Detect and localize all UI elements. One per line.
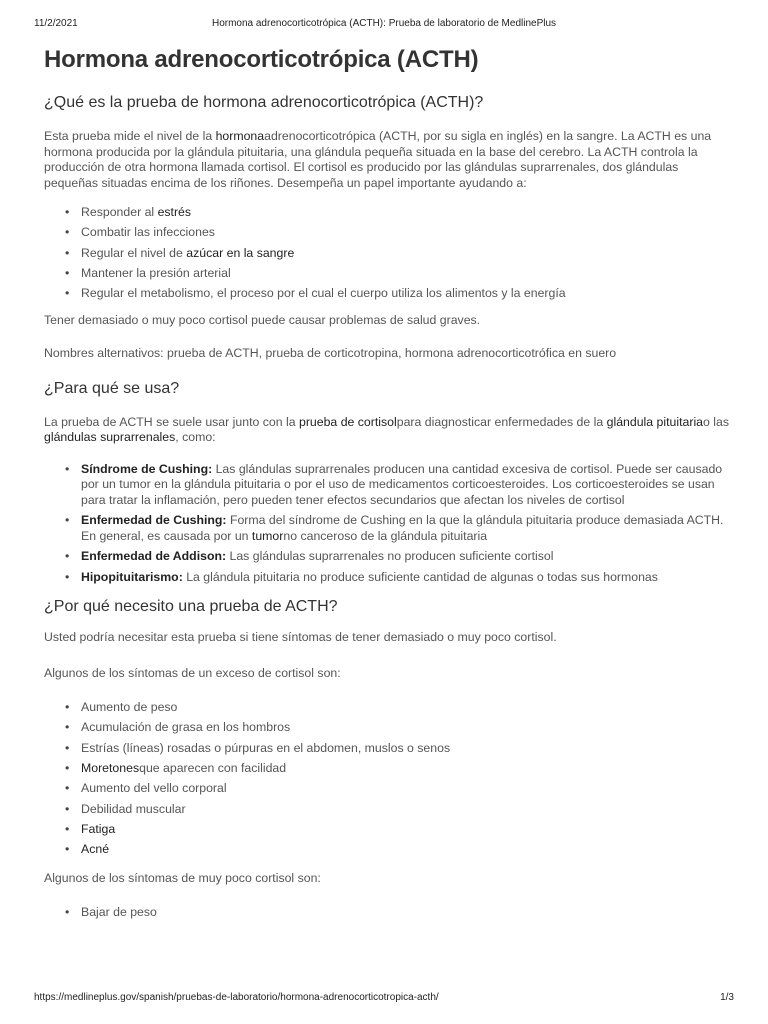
- low-symptoms-intro: Algunos de los síntomas de muy poco cortisol son:: [44, 870, 321, 885]
- list-item: • Estrías (líneas) rosadas o púrpuras en el abdomen, muslos o senos: [81, 741, 734, 757]
- print-date: 11/2/2021: [34, 18, 78, 29]
- list-item: • Bajar de peso: [81, 905, 734, 921]
- why-paragraph: Usted podría necesitar esta prueba si tiene síntomas de tener demasiado o muy poco cortisol.: [44, 630, 557, 645]
- list-item: • Síndrome de Cushing: Las glándulas suprarrenales producen una cantidad excesiva de cortisol. Puede ser causado por un tumor en la glándula pituitaria o por el uso de medicamentos corticoesteroides. Los corticoesteroides se usan para tratar la inflamación, pero pueden tener efectos secundarios que afectan los niveles de cortisol: [81, 462, 734, 509]
- link-moretones[interactable]: Moretones: [81, 761, 140, 776]
- link-azucar-en-la-sangre[interactable]: azúcar en la sangre: [186, 245, 295, 260]
- cortisol-note: Tener demasiado o muy poco cortisol puede causar problemas de salud graves.: [44, 312, 481, 327]
- intro-paragraph: Esta prueba mide el nivel de la hormonaadrenocorticotrópica (ACTH, por su sigla en inglés) en la sangre. La ACTH es una hormona producida por la glándula pituitaria, una glándula pequeña situada en la base del cerebro. La ACTH controla la producción de otra hormona llamada cortisol. El cortisol es producido por las glándulas suprarrenales, dos glándulas pequeñas situadas encima de los riñones. Desempeña un papel importante ayudando a:: [44, 129, 712, 190]
- section-heading-para-que: ¿Para qué se usa?: [44, 379, 180, 397]
- print-url: https://medlineplus.gov/spanish/pruebas-de-laboratorio/hormona-adrenocorticotropica-acth/: [34, 992, 439, 1003]
- list-item: [81, 842, 734, 858]
- list-item: • Moretonesque aparecen con facilidad: [81, 761, 734, 777]
- list-item: • Mantener la presión arterial: [81, 266, 734, 282]
- list-item: • Responder al estrés: [81, 205, 734, 221]
- uses-paragraph: La prueba de ACTH se suele usar junto con la prueba de cortisolpara diagnosticar enfermedades de la glándula pituitariao las glándulas suprarrenales, como:: [44, 414, 730, 445]
- page-title: Hormona adrenocorticotrópica (ACTH): [44, 46, 479, 73]
- article: [44, 40, 734, 921]
- cortisol-functions-list: [44, 205, 734, 302]
- list-item: • Aumento del vello corporal: [81, 781, 734, 797]
- list-item: [81, 822, 734, 838]
- link-glandula-pituitaria[interactable]: glándula pituitaria: [606, 414, 704, 429]
- alternative-names: Nombres alternativos: prueba de ACTH, prueba de corticotropina, hormona adrenocorticotrófica en suero: [44, 346, 617, 361]
- section-heading-que-es: ¿Qué es la prueba de hormona adrenocorticotrópica (ACTH)?: [44, 94, 484, 111]
- section-heading-por-que: ¿Por qué necesito una prueba de ACTH?: [44, 598, 338, 616]
- link-glandulas-suprarrenales[interactable]: glándulas suprarrenales: [44, 430, 176, 445]
- list-item: • Combatir las infecciones: [81, 225, 734, 241]
- link-tumor[interactable]: tumor: [251, 528, 284, 543]
- list-item: • Aumento de peso: [81, 700, 734, 716]
- link-acne[interactable]: Acné: [81, 842, 110, 857]
- list-item: • Regular el metabolismo, el proceso por el cual el cuerpo utiliza los alimentos y la energía: [81, 286, 734, 302]
- list-item: • Enfermedad de Cushing: Forma del síndrome de Cushing en la que la glándula pituitaria produce demasiada ACTH. En general, es causada por un tumorno canceroso de la glándula pituitaria: [81, 513, 734, 544]
- print-page-title: Hormona adrenocorticotrópica (ACTH): Prueba de laboratorio de MedlinePlus: [211, 18, 557, 29]
- print-header: [34, 18, 734, 32]
- list-item: • Debilidad muscular: [81, 802, 734, 818]
- list-item: • Hipopituitarismo: La glándula pituitaria no produce suficiente cantidad de algunas o todas sus hormonas: [81, 570, 734, 586]
- link-estres[interactable]: estrés: [157, 205, 192, 219]
- list-item: • Enfermedad de Addison: Las glándulas suprarrenales no producen suficiente cortisol: [81, 549, 734, 565]
- low-symptoms-list: [44, 905, 734, 921]
- disorders-list: [44, 462, 734, 586]
- link-prueba-de-cortisol[interactable]: prueba de cortisol: [298, 414, 397, 429]
- link-fatiga[interactable]: Fatiga: [81, 821, 116, 836]
- list-item: • Regular el nivel de azúcar en la sangre: [81, 246, 734, 262]
- excess-symptoms-list: [44, 700, 734, 858]
- page-number: 1/3: [720, 992, 734, 1003]
- link-hormona[interactable]: hormona: [215, 129, 265, 143]
- list-item: • Acumulación de grasa en los hombros: [81, 720, 734, 736]
- excess-symptoms-intro: Algunos de los síntomas de un exceso de cortisol son:: [44, 665, 341, 680]
- print-footer: [34, 992, 734, 1006]
